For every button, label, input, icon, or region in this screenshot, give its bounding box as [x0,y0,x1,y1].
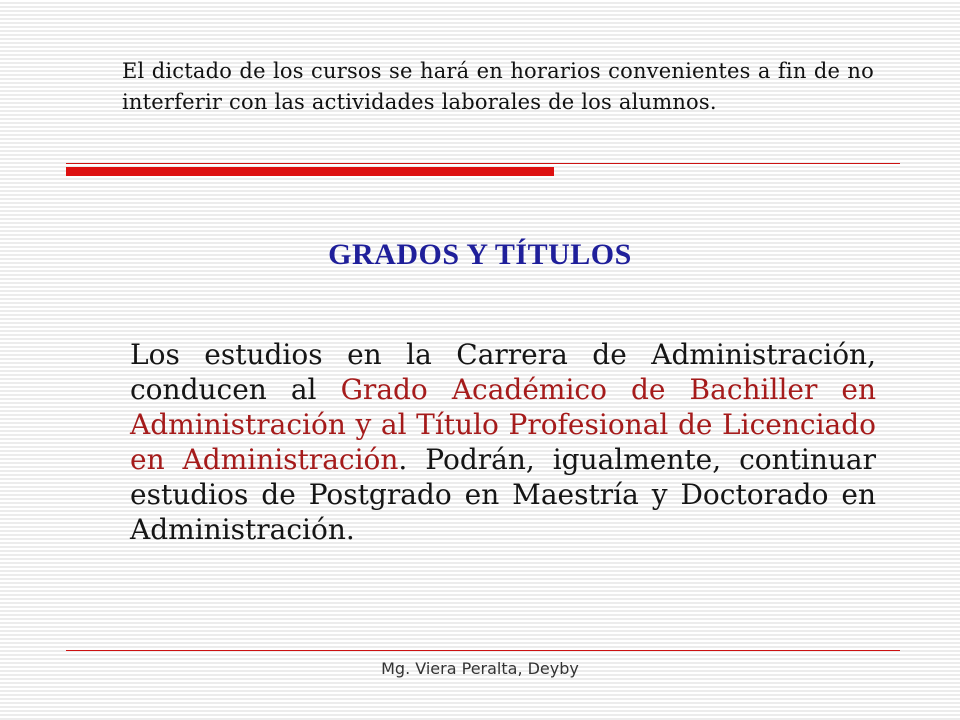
body-text-start: Los estudios en la Carrera de Administración, conducen al [130,338,876,406]
red-accent-bar [66,167,554,176]
footer-divider-line [66,650,900,651]
top-divider-line [66,163,900,164]
intro-paragraph: El dictado de los cursos se hará en horarios convenientes a fin de no interferir con las actividades laborales de los alumnos. [122,59,874,114]
degree-highlight: Grado Académico de Bachiller en Administración y al Título Profesional de Licenciado en Administración [130,373,877,476]
body-text-end: . Podrán, igualmente, continuar estudios de Postgrado en Maestría y Doctorado en Administración. [130,443,876,546]
section-heading: GRADOS Y TÍTULOS [328,238,632,271]
footer-author: Mg. Viera Peralta, Deyby [381,659,579,678]
body-paragraph [130,337,876,547]
